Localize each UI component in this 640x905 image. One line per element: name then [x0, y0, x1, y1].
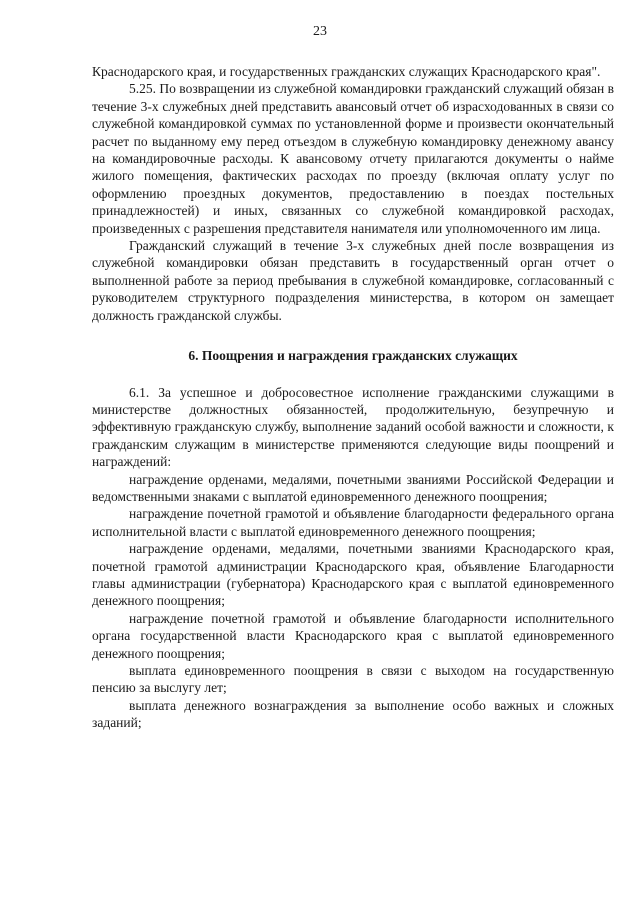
- list-item: награждение почетной грамотой и объявление благодарности федерального органа исполнительной власти с выплатой единовременного денежного поощрения;: [92, 506, 614, 539]
- list-item: награждение орденами, медалями, почетными званиями Российской Федерации и ведомственными знаками с выплатой единовременного денежного поощрения;: [92, 471, 614, 504]
- document-body: [92, 63, 614, 732]
- list-item: награждение орденами, медалями, почетными званиями Краснодарского края, почетной грамотой администрации Краснодарского края, объявление Благодарности главы администрации (губернатора) Краснодарского края с выплатой единовременного денежного поощрения;: [92, 541, 614, 609]
- list-item: награждение почетной грамотой и объявление благодарности исполнительного органа государственной власти Краснодарского края с выплатой единовременного денежного поощрения;: [92, 610, 614, 661]
- list-item: выплата денежного вознаграждения за выполнение особо важных и сложных заданий;: [92, 697, 614, 731]
- paragraph-6-1: 6.1. За успешное и добросовестное исполнение гражданскими служащими в министерстве должностных обязанностей, продолжительную, безупречную и эффективную гражданскую службу, выполнение заданий особой важности и сложности, к гражданским служащим в министерстве применяются следующие виды поощрений и награждений:: [92, 384, 614, 470]
- paragraph-continuation: Краснодарского края, и государственных гражданских служащих Краснодарского края".: [92, 64, 601, 79]
- page-number: 23: [313, 24, 327, 39]
- list-item: выплата единовременного поощрения в связи с выходом на государственную пенсию за выслугу лет;: [92, 663, 614, 696]
- paragraph-report: Гражданский служащий в течение 3-х служебных дней после возвращения из служебной командировки обязан представить в государственный орган отчет о выполненной работе за период пребывания в служебной командировке, согласованный с руководителем структурного подразделения министерства, в котором он замещает должность гражданской службы.: [92, 238, 614, 323]
- section-heading: 6. Поощрения и награждения гражданских служащих: [188, 348, 518, 364]
- paragraph-5-25: 5.25. По возвращении из служебной командировки гражданский служащий обязан в течение 3-х служебных дней представить авансовый отчет об израсходованных в связи со служебной командировкой суммах по установленной форме и произвести окончательный расчет по выданному ему перед отъездом в служебную командировку денежному авансу на командировочные расходы. К авансовому отчету прилагаются документы о найме жилого помещения, фактических расходах по проезду (включая оплату услуг по оформлению проездных документов, предоставлению в поездах постельных принадлежностей) и иных, связанных со служебной командировкой расходах, произведенных с разрешения представителя нанимателя или уполномоченного им лица.: [92, 81, 614, 236]
